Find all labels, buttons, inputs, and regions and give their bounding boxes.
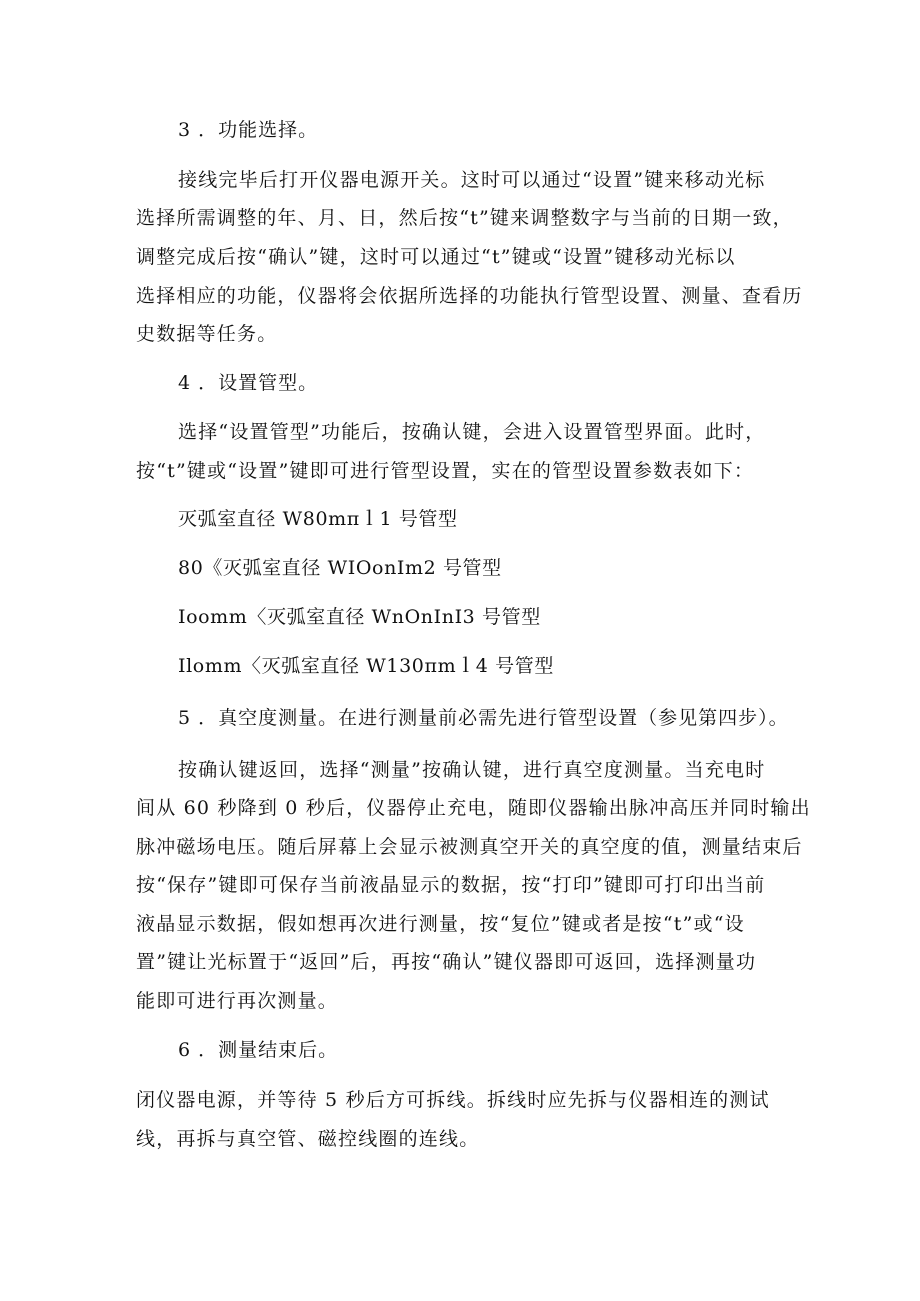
section-3-line-1: 接线完毕后打开仪器电源开关。这时可以通过“设置”键来移动光标 (178, 169, 766, 191)
section-6-line-1: 闭仪器电源，并等待 5 秒后方可拆线。拆线时应先拆与仪器相连的测试 (136, 1089, 770, 1111)
section-4-heading: 4 ．设置管型。 (178, 372, 319, 394)
section-3-line-4: 选择相应的功能，仪器将会依据所选择的功能执行管型设置、测量、查看历 (136, 285, 803, 307)
section-5-line-6: 置”键让光标置于“返回”后，再按“确认”键仪器即可返回，选择测量功 (136, 951, 757, 973)
tube-type-4: Ilomm〈灭弧室直径 W130πmｌ4 号管型 (178, 655, 554, 677)
section-5-line-2: 间从 60 秒降到 0 秒后，仪器停止充电，随即仪器输出脉冲高压并同时输出 (136, 797, 811, 819)
section-3-line-2: 选择所需调整的年、月、日，然后按“t”键来调整数字与当前的日期一致， (136, 207, 793, 229)
section-3-line-3: 调整完成后按“确认”键，这时可以通过“t”键或“设置”键移动光标以 (136, 246, 736, 268)
section-6-line-2: 线，再拆与真空管、磁控线圈的连线。 (136, 1128, 480, 1150)
section-4-line-1: 选择“设置管型”功能后，按确认键，会进入设置管型界面。此时， (178, 421, 766, 443)
section-5-line-4: 按“保存”键即可保存当前液晶显示的数据，按“打印”键即可打印出当前 (136, 874, 766, 896)
section-5-line-5: 液晶显示数据，假如想再次进行测量，按“复位”键或者是按“t”或“设 (136, 913, 745, 935)
section-3-line-5: 史数据等任务。 (136, 323, 278, 345)
tube-type-2: 80《灭弧室直径 WIOonIm2 号管型 (178, 557, 502, 579)
section-5-line-1: 按确认键返回，选择“测量”按确认键，进行真空度测量。当充电时 (178, 759, 766, 781)
section-6-heading: 6 ．测量结束后。 (178, 1039, 339, 1061)
section-4-line-2: 按“t”键或“设置”键即可进行管型设置，实在的管型设置参数表如下： (136, 460, 755, 482)
section-3-heading: 3 ．功能选择。 (178, 119, 319, 141)
section-5-line-3: 脉冲磁场电压。随后屏幕上会显示被测真空开关的真空度的值，测量结束后 (136, 836, 803, 858)
section-5-line-7: 能即可进行再次测量。 (136, 990, 339, 1012)
section-5-heading: 5 ．真空度测量。在进行测量前必需先进行管型设置（参见第四步）。 (178, 707, 789, 729)
tube-type-1: 灭弧室直径 W80mπｌ1 号管型 (178, 508, 458, 530)
tube-type-3: Ioomm〈灭弧室直径 WnOnInI3 号管型 (178, 606, 541, 628)
